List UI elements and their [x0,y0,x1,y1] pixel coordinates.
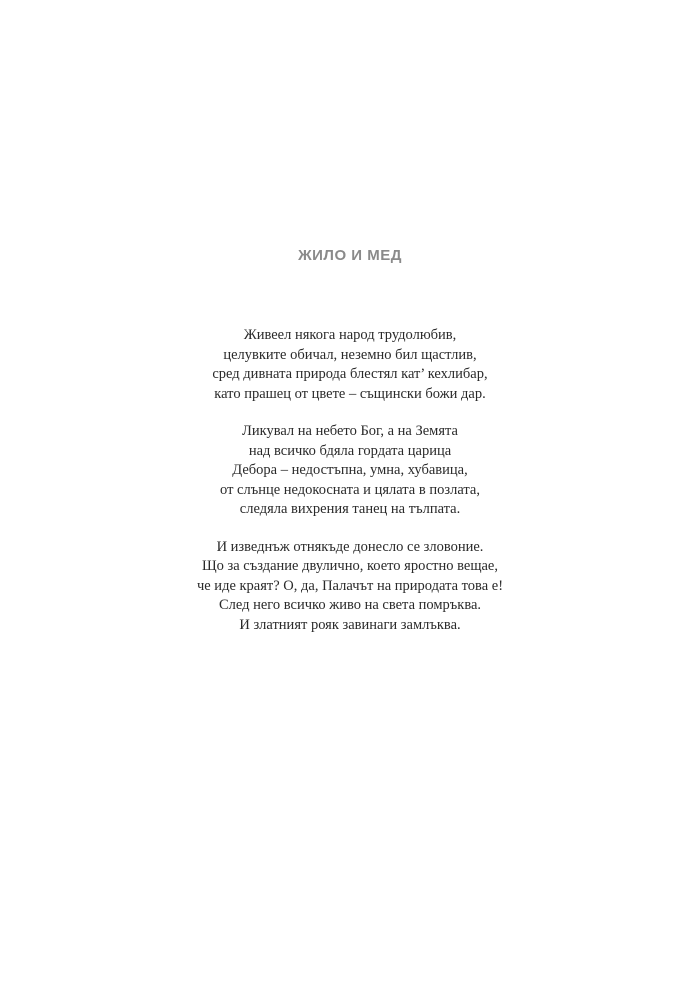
poem-line: сред дивната природа блестял кат’ кехлибар, [212,366,488,382]
poem-line: че иде краят? О, да, Палачът на природата това е! [196,577,504,594]
poem-line: целувките обичал, неземно бил щастлив, [223,346,477,363]
poem-line: И златният рояк завинаги замлъква. [239,616,461,633]
poem-line: Дебора – недостъпна, умна, хубавица, [232,462,468,478]
poem-title: ЖИЛО И МЕД [298,247,402,264]
poem-line: следяла вихрения танец на тълпата. [239,501,461,517]
poem-line: от слънце недокосната и цялата в позлата, [220,481,480,498]
stanza-3 [0,538,700,636]
stanza-1 [0,326,700,404]
poem-line: И изведнъж отнякъде донесло се зловоние. [216,538,484,555]
poem-body [0,326,700,653]
poem-line: Живеел някога народ трудолюбив, [243,327,457,343]
stanza-2 [0,422,700,520]
poem-line: над всичко бдяла гордата царица [248,442,452,459]
poem-line: Ликувал на небето Бог, а на Земята [242,423,458,439]
poem-line: След него всичко живо на света помръква. [218,597,482,613]
poem-line: като прашец от цвете – същински божи дар. [214,385,486,402]
poem-line: Що за създание двулично, което яростно вещае, [202,558,498,574]
